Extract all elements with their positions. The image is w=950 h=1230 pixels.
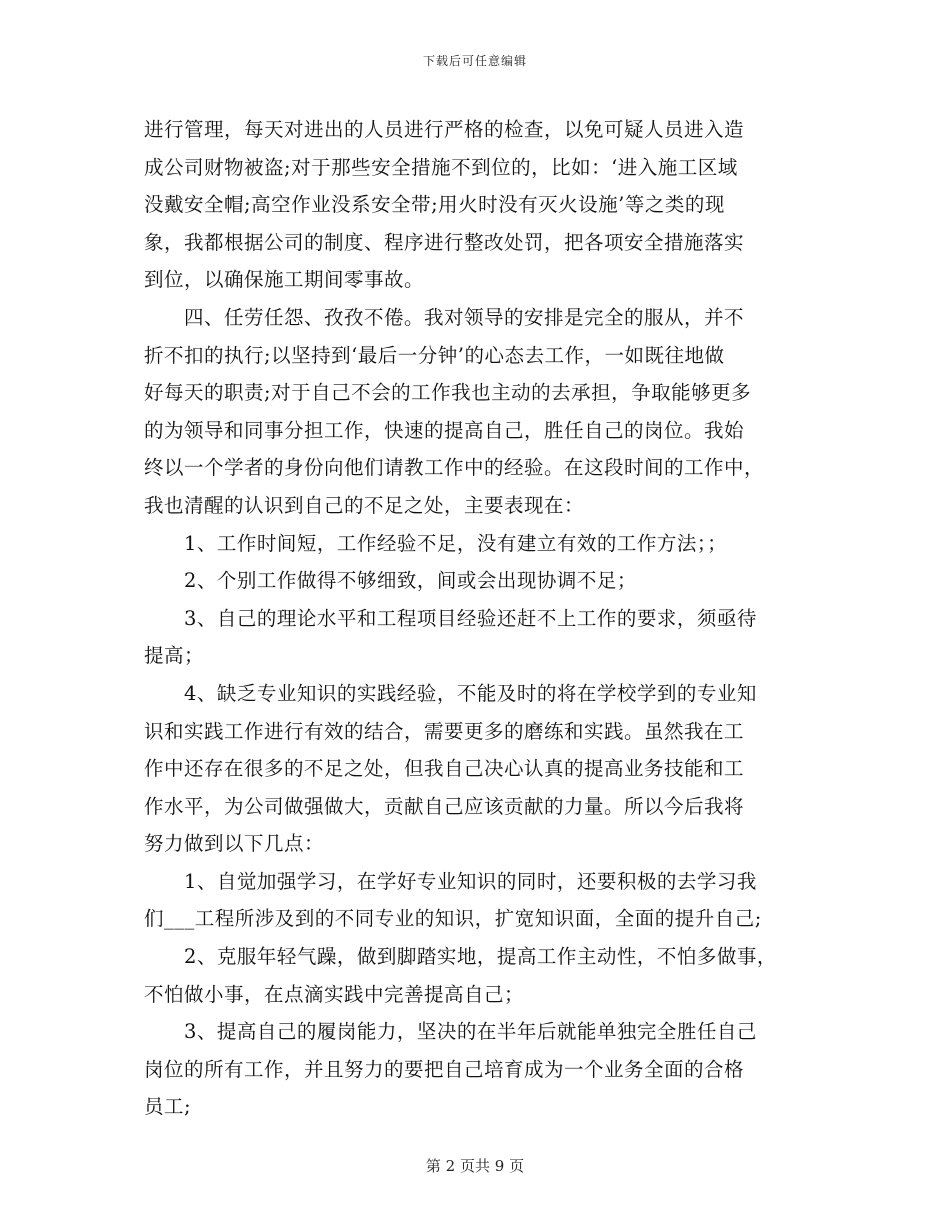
text-line: 作中还存在很多的不足之处，但我自己决心认真的提高业务技能和工 [144, 757, 745, 781]
text-line: 2、个别工作做得不够细致，间或会出现协调不足； [144, 569, 637, 593]
text-line: 努力做到以下几点： [144, 832, 325, 856]
text-line: 2、克服年轻气躁，做到脚踏实地，提高工作主动性，不怕多做事， [144, 945, 777, 969]
text-line: 成公司财物被盗;对于那些安全措施不到位的，比如：‘进入施工区域 [144, 155, 738, 179]
text-line: 象，我都根据公司的制度、程序进行整改处罚，把各项安全措施落实 [144, 230, 745, 254]
text-line: 不怕做小事，在点滴实践中完善提高自己； [144, 982, 525, 1006]
text-line: 1、自觉加强学习，在学好专业知识的同时，还要积极的去学习我 [144, 869, 757, 893]
text-line: 岗位的所有工作，并且努力的要把自己培育成为一个业务全面的合格 [144, 1057, 745, 1081]
text-line: 四、任劳任怨、孜孜不倦。我对领导的安排是完全的服从，并不 [144, 305, 745, 329]
text-line: 的为领导和同事分担工作，快速的提高自己，胜任自己的岗位。我始 [144, 418, 745, 442]
text-line: 进行管理，每天对进出的人员进行严格的检查，以免可疑人员进入造 [144, 118, 745, 141]
text-line: 提高； [144, 644, 205, 668]
text-line: 识和实践工作进行有效的结合，需要更多的磨练和实践。虽然我在工 [144, 719, 745, 743]
text-line: 员工; [144, 1095, 192, 1119]
text-line: 折不扣的执行;以坚持到‘最后一分钟’的心态去工作，一如既往地做 [144, 343, 725, 367]
text-line: 我也清醒的认识到自己的不足之处，主要表现在： [144, 493, 585, 517]
text-line: 好每天的职责;对于自己不会的工作我也主动的去承担，争取能够更多 [144, 381, 752, 405]
page-footer: 第 2 页共 9 页 [425, 1157, 525, 1175]
text-line: 没戴安全帽;高空作业没系安全带;用火时没有灭火设施’等之类的现 [144, 193, 725, 217]
text-line: 到位，以确保施工期间零事故。 [144, 268, 425, 292]
text-line: 4、缺乏专业知识的实践经验，不能及时的将在学校学到的专业知 [144, 681, 757, 705]
page-header: 下载后可任意编辑 [422, 54, 527, 68]
text-line: 们___工程所涉及到的不同专业的知识，扩宽知识面，全面的提升自己; [144, 907, 762, 931]
text-line: 3、提高自己的履岗能力，坚决的在半年后就能单独完全胜任自己 [144, 1020, 757, 1044]
document-body [144, 111, 814, 1126]
text-line: 3、自己的理论水平和工程项目经验还赶不上工作的要求，须亟待 [144, 606, 757, 630]
text-line: 作水平，为公司做强做大，贡献自己应该贡献的力量。所以今后我将 [144, 794, 745, 818]
text-line: 1、工作时间短，工作经验不足，没有建立有效的工作方法；； [144, 531, 728, 555]
text-line: 终以一个学者的身份向他们请教工作中的经验。在这段时间的工作中， [144, 456, 765, 480]
